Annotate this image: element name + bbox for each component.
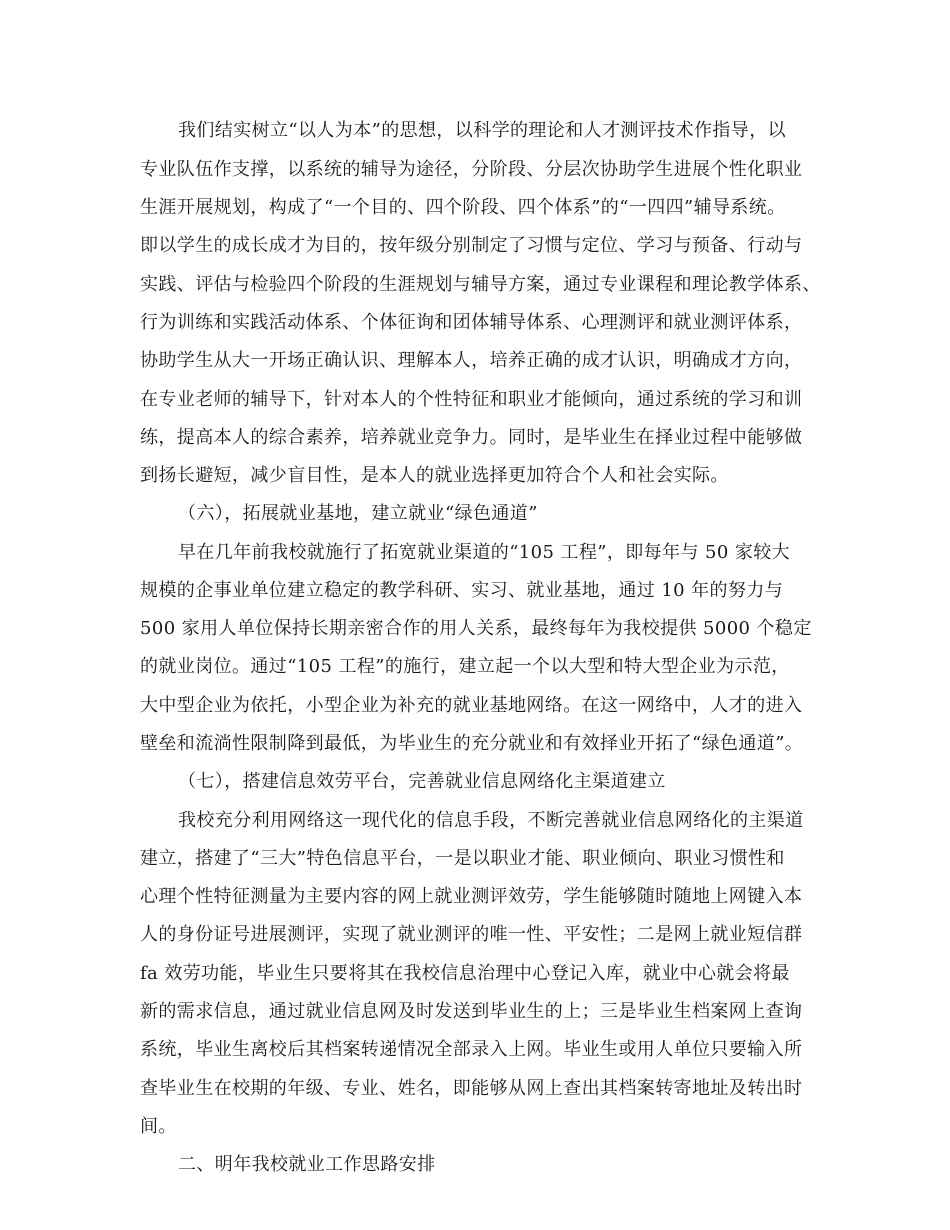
paragraph-line: 间。 — [140, 1116, 177, 1137]
section-heading: （七），搭建信息效劳平台，完善就业信息网络化主渠道建立 — [178, 771, 666, 792]
section-heading: （六），拓展就业基地，建立就业“绿色通道” — [178, 503, 538, 524]
paragraph-line: 在专业老师的辅导下，针对本人的个性特征和职业才能倾向，通过系统的学习和训 — [140, 389, 803, 410]
paragraph-line: 生涯开展规划，构成了“一个目的、四个阶段、四个体系”的“一四四”辅导系统。 — [140, 197, 786, 218]
paragraph-line: 专业队伍作支撑，以系统的辅导为途径，分阶段、分层次协助学生进展个性化职业 — [140, 159, 803, 180]
paragraph-line: 心理个性特征测量为主要内容的网上就业测评效劳，学生能够随时随地上网键入本 — [140, 886, 803, 907]
paragraph-line: 协助学生从大一开场正确认识、理解本人，培养正确的成才认识，明确成才方向， — [140, 350, 803, 371]
paragraph-line: 早在几年前我校就施行了拓宽就业渠道的“105 工程”，即每年与 50 家较大 — [178, 542, 791, 563]
paragraph-line: 大中型企业为依托，小型企业为补充的就业基地网络。在这一网络中，人才的进入 — [140, 695, 803, 716]
paragraph-line: 的就业岗位。通过“105 工程”的施行，建立起一个以大型和特大型企业为示范， — [140, 656, 790, 677]
paragraph-line: 系统，毕业生离校后其档案转递情况全部录入上网。毕业生或用人单位只要输入所 — [140, 1039, 803, 1060]
paragraph-line: 壁垒和流淌性限制降到最低，为毕业生的充分就业和有效择业开拓了“绿色通道”。 — [140, 733, 804, 754]
paragraph-line: 练，提高本人的综合素养，培养就业竞争力。同时，是毕业生在择业过程中能够做 — [140, 427, 803, 448]
paragraph-line: fa 效劳功能，毕业生只要将其在我校信息治理中心登记入库，就业中心就会将最 — [140, 963, 790, 984]
paragraph-line: 新的需求信息，通过就业信息网及时发送到毕业生的上；三是毕业生档案网上查询 — [140, 1001, 803, 1022]
paragraph-line: 到扬长避短，减少盲目性，是本人的就业选择更加符合个人和社会实际。 — [140, 465, 729, 486]
paragraph-line: 500 家用人单位保持长期亲密合作的用人关系，最终每年为我校提供 5000 个稳定 — [140, 618, 812, 639]
paragraph-line: 实践、评估与检验四个阶段的生涯规划与辅导方案，通过专业课程和理论教学体系、 — [140, 274, 821, 295]
paragraph-line: 行为训练和实践活动体系、个体征询和团体辅导体系、心理测评和就业测评体系， — [140, 312, 803, 333]
paragraph-line: 规模的企事业单位建立稳定的教学科研、实习、就业基地，通过 10 年的努力与 — [140, 580, 784, 601]
section-heading: 二、明年我校就业工作思路安排 — [178, 1154, 436, 1175]
paragraph-line: 人的身份证号进展测评，实现了就业测评的唯一性、平安性；二是网上就业短信群 — [140, 924, 803, 945]
paragraph-line: 建立，搭建了“三大”特色信息平台，一是以职业才能、职业倾向、职业习惯性和 — [140, 848, 785, 869]
paragraph-line: 查毕业生在校期的年级、专业、姓名，即能够从网上查出其档案转寄地址及转出时 — [140, 1078, 803, 1099]
paragraph-line: 我校充分利用网络这一现代化的信息手段，不断完善就业信息网络化的主渠道 — [178, 810, 804, 831]
paragraph-line: 即以学生的成长成才为目的，按年级分别制定了习惯与定位、学习与预备、行动与 — [140, 235, 803, 256]
paragraph-line: 我们结实树立“以人为本”的思想，以科学的理论和人才测评技术作指导，以 — [178, 120, 787, 141]
